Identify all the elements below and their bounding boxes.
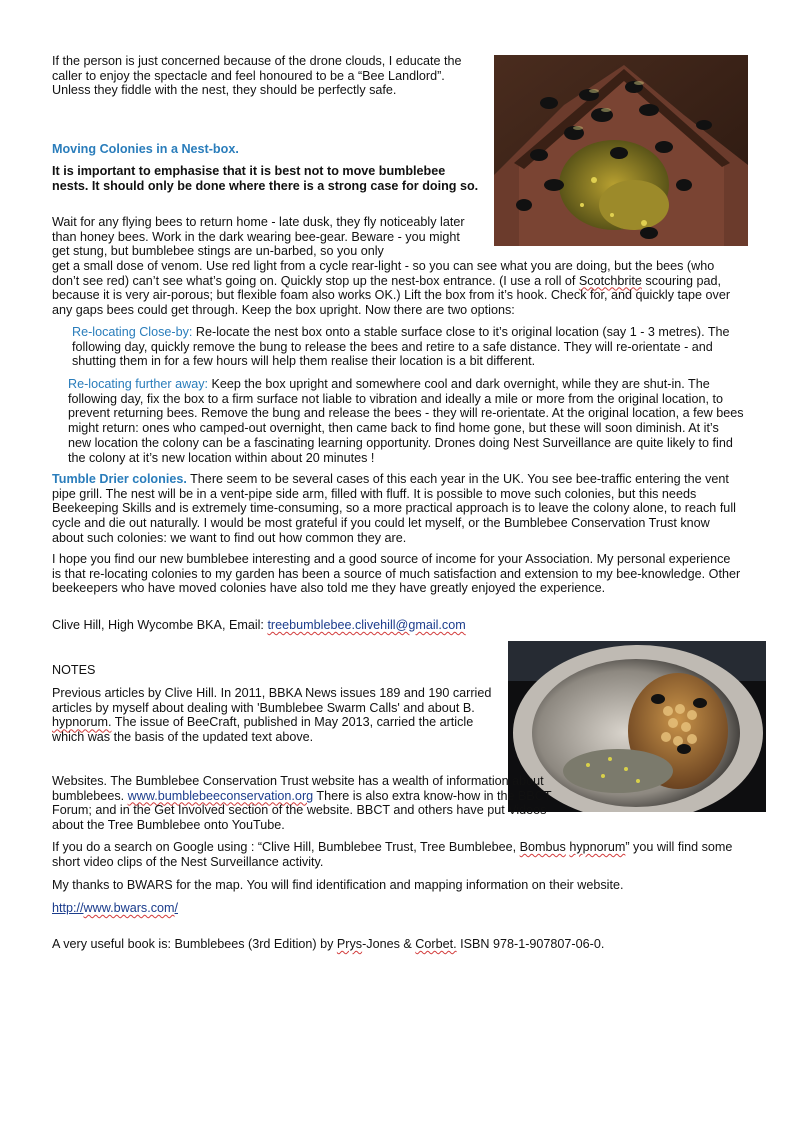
option-further-away-label: Re-locating further away:: [68, 377, 208, 391]
google-text-a: If you do a search on Google using : “Clive Hill, Bumblebee Trust, Tree Bumblebee,: [52, 840, 520, 854]
moving-body-continued: [52, 259, 742, 318]
nest-box-illustration: [494, 55, 748, 246]
bbct-website-link[interactable]: www.bumblebeeconservation.org: [127, 788, 314, 803]
scotchbrite-word: Scotchbrite: [578, 273, 642, 288]
corbet-word: Corbet.: [415, 937, 457, 951]
moving-colonies-heading: Moving Colonies in a Nest-box.: [52, 142, 239, 156]
bwars-url-domain[interactable]: www.bwars.com: [83, 901, 175, 915]
moving-body-text-b: scouring pad, because it is very air-porous; but flexible foam also works OK.) Lift the box from it’s hook. Check for, and quickly tape over any gaps bees could get through. Keep the box upright. Now there are two options:: [52, 273, 731, 318]
bwars-url-line[interactable]: [52, 901, 352, 916]
signature-line: [52, 618, 532, 633]
previous-articles-text-b: The issue of BeeCraft, published in May 2013, carried the article which was the basis of the updated text above.: [52, 715, 474, 745]
previous-articles-text-a: Previous articles by Clive Hill. In 2011, BBKA News issues 189 and 190 carried articles by myself about dealing with 'Bumblebee Swarm Calls' and about B.: [52, 686, 492, 715]
tumble-drier-paragraph: [52, 472, 742, 546]
book-text-b: -Jones &: [362, 937, 416, 951]
closing-paragraph: I hope you find our new bumblebee interesting and a good source of income for your Association. My personal experience is that re-locating colonies to my garden has been a source of much satisfaction and extension to my bee-knowledge. Other beekeepers who have moved colonies have also told me they have greatly enjoyed the experience.: [52, 552, 741, 596]
moving-emphasis: It is important to emphasise that it is best not to move bumblebee nests. It should only be done where there is a strong case for doing so.: [52, 164, 479, 193]
moving-body-intro: Wait for any flying bees to return home - late dusk, they fly noticeably later than honey bees. Work in the dark wearing bee-gear. Beware - you might get stung, but bumblebee stings are un-barbed, so you only: [52, 215, 465, 259]
websites-paragraph: [52, 774, 562, 833]
websites-text-a: Websites. The Bumblebee Conservation Trust website has a wealth of information about bumblebees.: [52, 774, 544, 803]
option-further-away-text: Keep the box upright and somewhere cool and dark overnight, while they are shut-in. The following day, fix the box to a firm surface not liable to vibration and ideally a mile or more from the original location, to prevent returning bees. Remove the bung and release the bees - they will re-orientate. At the original location, a few bees might return: ones who camped-out overnight, then came back to find home gone, but these will soon diminish. At it’s new location the colony can be a fascinating learning opportunity. Drones doing Nest Surveillance are quite likely to find the colony at it’s new location within about 20 minutes !: [68, 377, 744, 465]
tumble-drier-text: There seem to be several cases of this each year in the UK. You see bee-traffic entering the vent pipe grill. The nest will be in a vent-pipe side arm, filled with fluff. It is possible to move such colonies, but this needs Beekeeping Skills and is extremely time-consuming, so a more practical approach is to leave the colony alone, to reach full cycle and die out naturally. I would be most grateful if you could let myself, or the Bumblebee Conservation Trust know about such colonies: we want to find out how common they are.: [52, 472, 736, 545]
book-text-c: ISBN 978-1-907807-06-0.: [456, 937, 605, 951]
bwars-url-prefix[interactable]: http://: [52, 901, 84, 915]
google-text-b: ” you will find some short video clips of the Nest Surveillance activity.: [52, 840, 733, 869]
option-close-by-text: Re-locate the nest box onto a stable surface close to it’s original location (say 1 - 3 metres). The following day, quickly remove the bung to release the bees and retire to a safe distance. They will re-orientate - and shutting them in for a few hours will help them realise their location is a bit different.: [72, 325, 730, 369]
hypnorum-word: hypnorum.: [52, 715, 112, 730]
bwars-url-suffix[interactable]: /: [174, 901, 178, 915]
google-search-paragraph: [52, 840, 742, 869]
tumble-drier-heading: Tumble Drier colonies.: [52, 472, 187, 486]
option-close-by: [72, 325, 738, 369]
intro-paragraph: If the person is just concerned because of the drone clouds, I educate the caller to enjoy the spectacle and feel honoured to be a “Bee Landlord”. Unless they fiddle with the nest, they should be perfectly safe.: [52, 54, 462, 98]
bombus-word: Bombus: [519, 840, 566, 854]
notes-heading: NOTES: [52, 663, 96, 677]
option-close-by-label: Re-locating Close-by:: [72, 325, 193, 339]
book-reference: [52, 937, 742, 952]
book-text-a: A very useful book is: Bumblebees (3rd Edition) by: [52, 937, 337, 951]
websites-text-b: There is also extra know-how in the BBCT Forum; and in the Get Involved section of the website. BBCT and others have put Videos about the Tree Bumblebee onto YouTube.: [52, 788, 552, 833]
hypnorum-word-2: hypnorum: [569, 840, 626, 854]
email-link[interactable]: treebumblebee.clivehill@gmail.com: [267, 618, 466, 632]
nest-box-photo: [494, 55, 748, 246]
signature-text: Clive Hill, High Wycombe BKA, Email:: [52, 618, 268, 632]
option-further-away: [68, 377, 744, 465]
thanks-paragraph: My thanks to BWARS for the map. You will find identification and mapping information on their website.: [52, 878, 624, 892]
prys-word: Prys: [336, 937, 363, 951]
previous-articles-paragraph: [52, 686, 508, 746]
moving-body-text-a: get a small dose of venom. Use red light from a cycle rear-light - so you can see what you are doing, but the bees (who don’t see red) can’t see what’s going on. Quickly stop up the nest-box entrance. (I use a roll of: [52, 259, 715, 288]
